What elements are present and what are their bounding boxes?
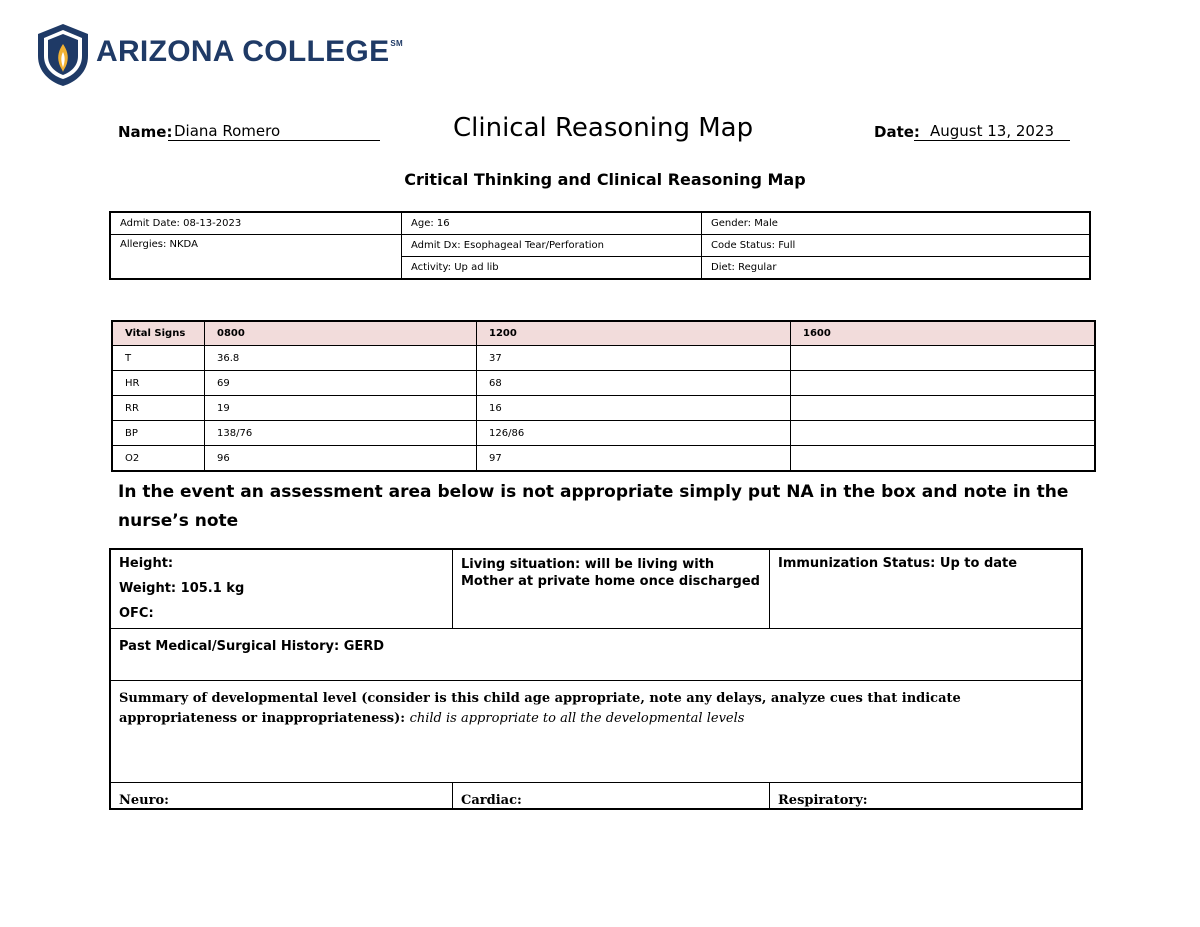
vitals-header-cell: Vital Signs: [112, 321, 205, 346]
table-row: [112, 346, 1095, 371]
ofc-field[interactable]: OFC:: [119, 606, 154, 621]
table-row: [110, 212, 1090, 235]
map-subtitle: Critical Thinking and Clinical Reasoning Map: [404, 170, 806, 189]
vitals-header-cell: 0800: [205, 321, 477, 346]
developmental-summary-value[interactable]: child is appropriate to all the developmental levels: [409, 710, 745, 726]
assessment-table: [109, 548, 1083, 810]
neuro-cell[interactable]: Neuro:: [110, 782, 453, 809]
vital-value-cell[interactable]: 37: [477, 346, 791, 371]
table-row: [112, 371, 1095, 396]
name-field[interactable]: Diana Romero: [168, 122, 380, 141]
admit-dx-cell[interactable]: Admit Dx: Esophageal Tear/Perforation: [402, 235, 702, 257]
table-row: [112, 421, 1095, 446]
table-row: [110, 549, 1082, 628]
table-row: [112, 446, 1095, 472]
height-field[interactable]: Height:: [119, 556, 174, 571]
vital-value-cell[interactable]: 69: [205, 371, 477, 396]
developmental-summary-cell[interactable]: [110, 680, 1082, 782]
assessment-instruction: In the event an assessment area below is not appropriate simply put NA in the box and note in the nurse’s note: [118, 482, 1069, 531]
brand-name: ARIZONA COLLEGE: [96, 35, 390, 68]
developmental-summary-label: Summary of developmental level (consider is this child age appropriate, note any delays, analyze cues that indicate appropriateness or inappropriateness):: [119, 690, 961, 726]
vital-value-cell[interactable]: [791, 346, 1096, 371]
table-row: [110, 628, 1082, 680]
respiratory-cell[interactable]: Respiratory:: [770, 782, 1083, 809]
vital-value-cell[interactable]: 97: [477, 446, 791, 472]
vital-signs-table: [111, 320, 1096, 472]
age-cell[interactable]: Age: 16: [402, 212, 702, 235]
vital-label-cell: RR: [112, 396, 205, 421]
shield-icon: [36, 22, 90, 88]
measurements-cell[interactable]: [110, 549, 453, 628]
vital-value-cell[interactable]: 36.8: [205, 346, 477, 371]
activity-cell[interactable]: Activity: Up ad lib: [402, 257, 702, 280]
vital-value-cell[interactable]: 126/86: [477, 421, 791, 446]
weight-field[interactable]: Weight: 105.1 kg: [119, 581, 245, 596]
vitals-header-cell: 1600: [791, 321, 1096, 346]
vital-value-cell[interactable]: [791, 396, 1096, 421]
allergies-cell[interactable]: Allergies: NKDA: [110, 235, 402, 280]
diet-cell[interactable]: Diet: Regular: [702, 257, 1091, 280]
vital-label-cell: T: [112, 346, 205, 371]
cardiac-cell[interactable]: Cardiac:: [453, 782, 770, 809]
vital-value-cell[interactable]: 96: [205, 446, 477, 472]
table-row: [110, 782, 1082, 809]
gender-cell[interactable]: Gender: Male: [702, 212, 1091, 235]
vitals-header-row: [112, 321, 1095, 346]
vital-value-cell[interactable]: [791, 446, 1096, 472]
table-row: [110, 680, 1082, 782]
arizona-college-logo: [36, 22, 403, 88]
vitals-header-cell: 1200: [477, 321, 791, 346]
code-status-cell[interactable]: Code Status: Full: [702, 235, 1091, 257]
admit-date-cell[interactable]: Admit Date: 08-13-2023: [110, 212, 402, 235]
vital-value-cell[interactable]: [791, 421, 1096, 446]
table-row: [110, 235, 1090, 257]
date-field[interactable]: August 13, 2023: [914, 122, 1070, 141]
vital-label-cell: HR: [112, 371, 205, 396]
vital-label-cell: BP: [112, 421, 205, 446]
page-title: Clinical Reasoning Map: [453, 113, 754, 143]
vital-value-cell[interactable]: 16: [477, 396, 791, 421]
vital-value-cell[interactable]: 138/76: [205, 421, 477, 446]
table-row: [112, 396, 1095, 421]
name-label: Name:: [118, 123, 173, 141]
living-situation-cell[interactable]: Living situation: will be living with Mother at private home once discharged: [453, 549, 770, 628]
vital-value-cell[interactable]: 68: [477, 371, 791, 396]
admission-info-table: [109, 211, 1091, 280]
service-mark: SM: [390, 39, 403, 48]
vital-value-cell[interactable]: [791, 371, 1096, 396]
immunization-status-cell[interactable]: Immunization Status: Up to date: [770, 549, 1083, 628]
vital-value-cell[interactable]: 19: [205, 396, 477, 421]
date-label: Date:: [874, 123, 920, 141]
past-medical-history-cell[interactable]: Past Medical/Surgical History: GERD: [110, 628, 1082, 680]
vital-label-cell: O2: [112, 446, 205, 472]
